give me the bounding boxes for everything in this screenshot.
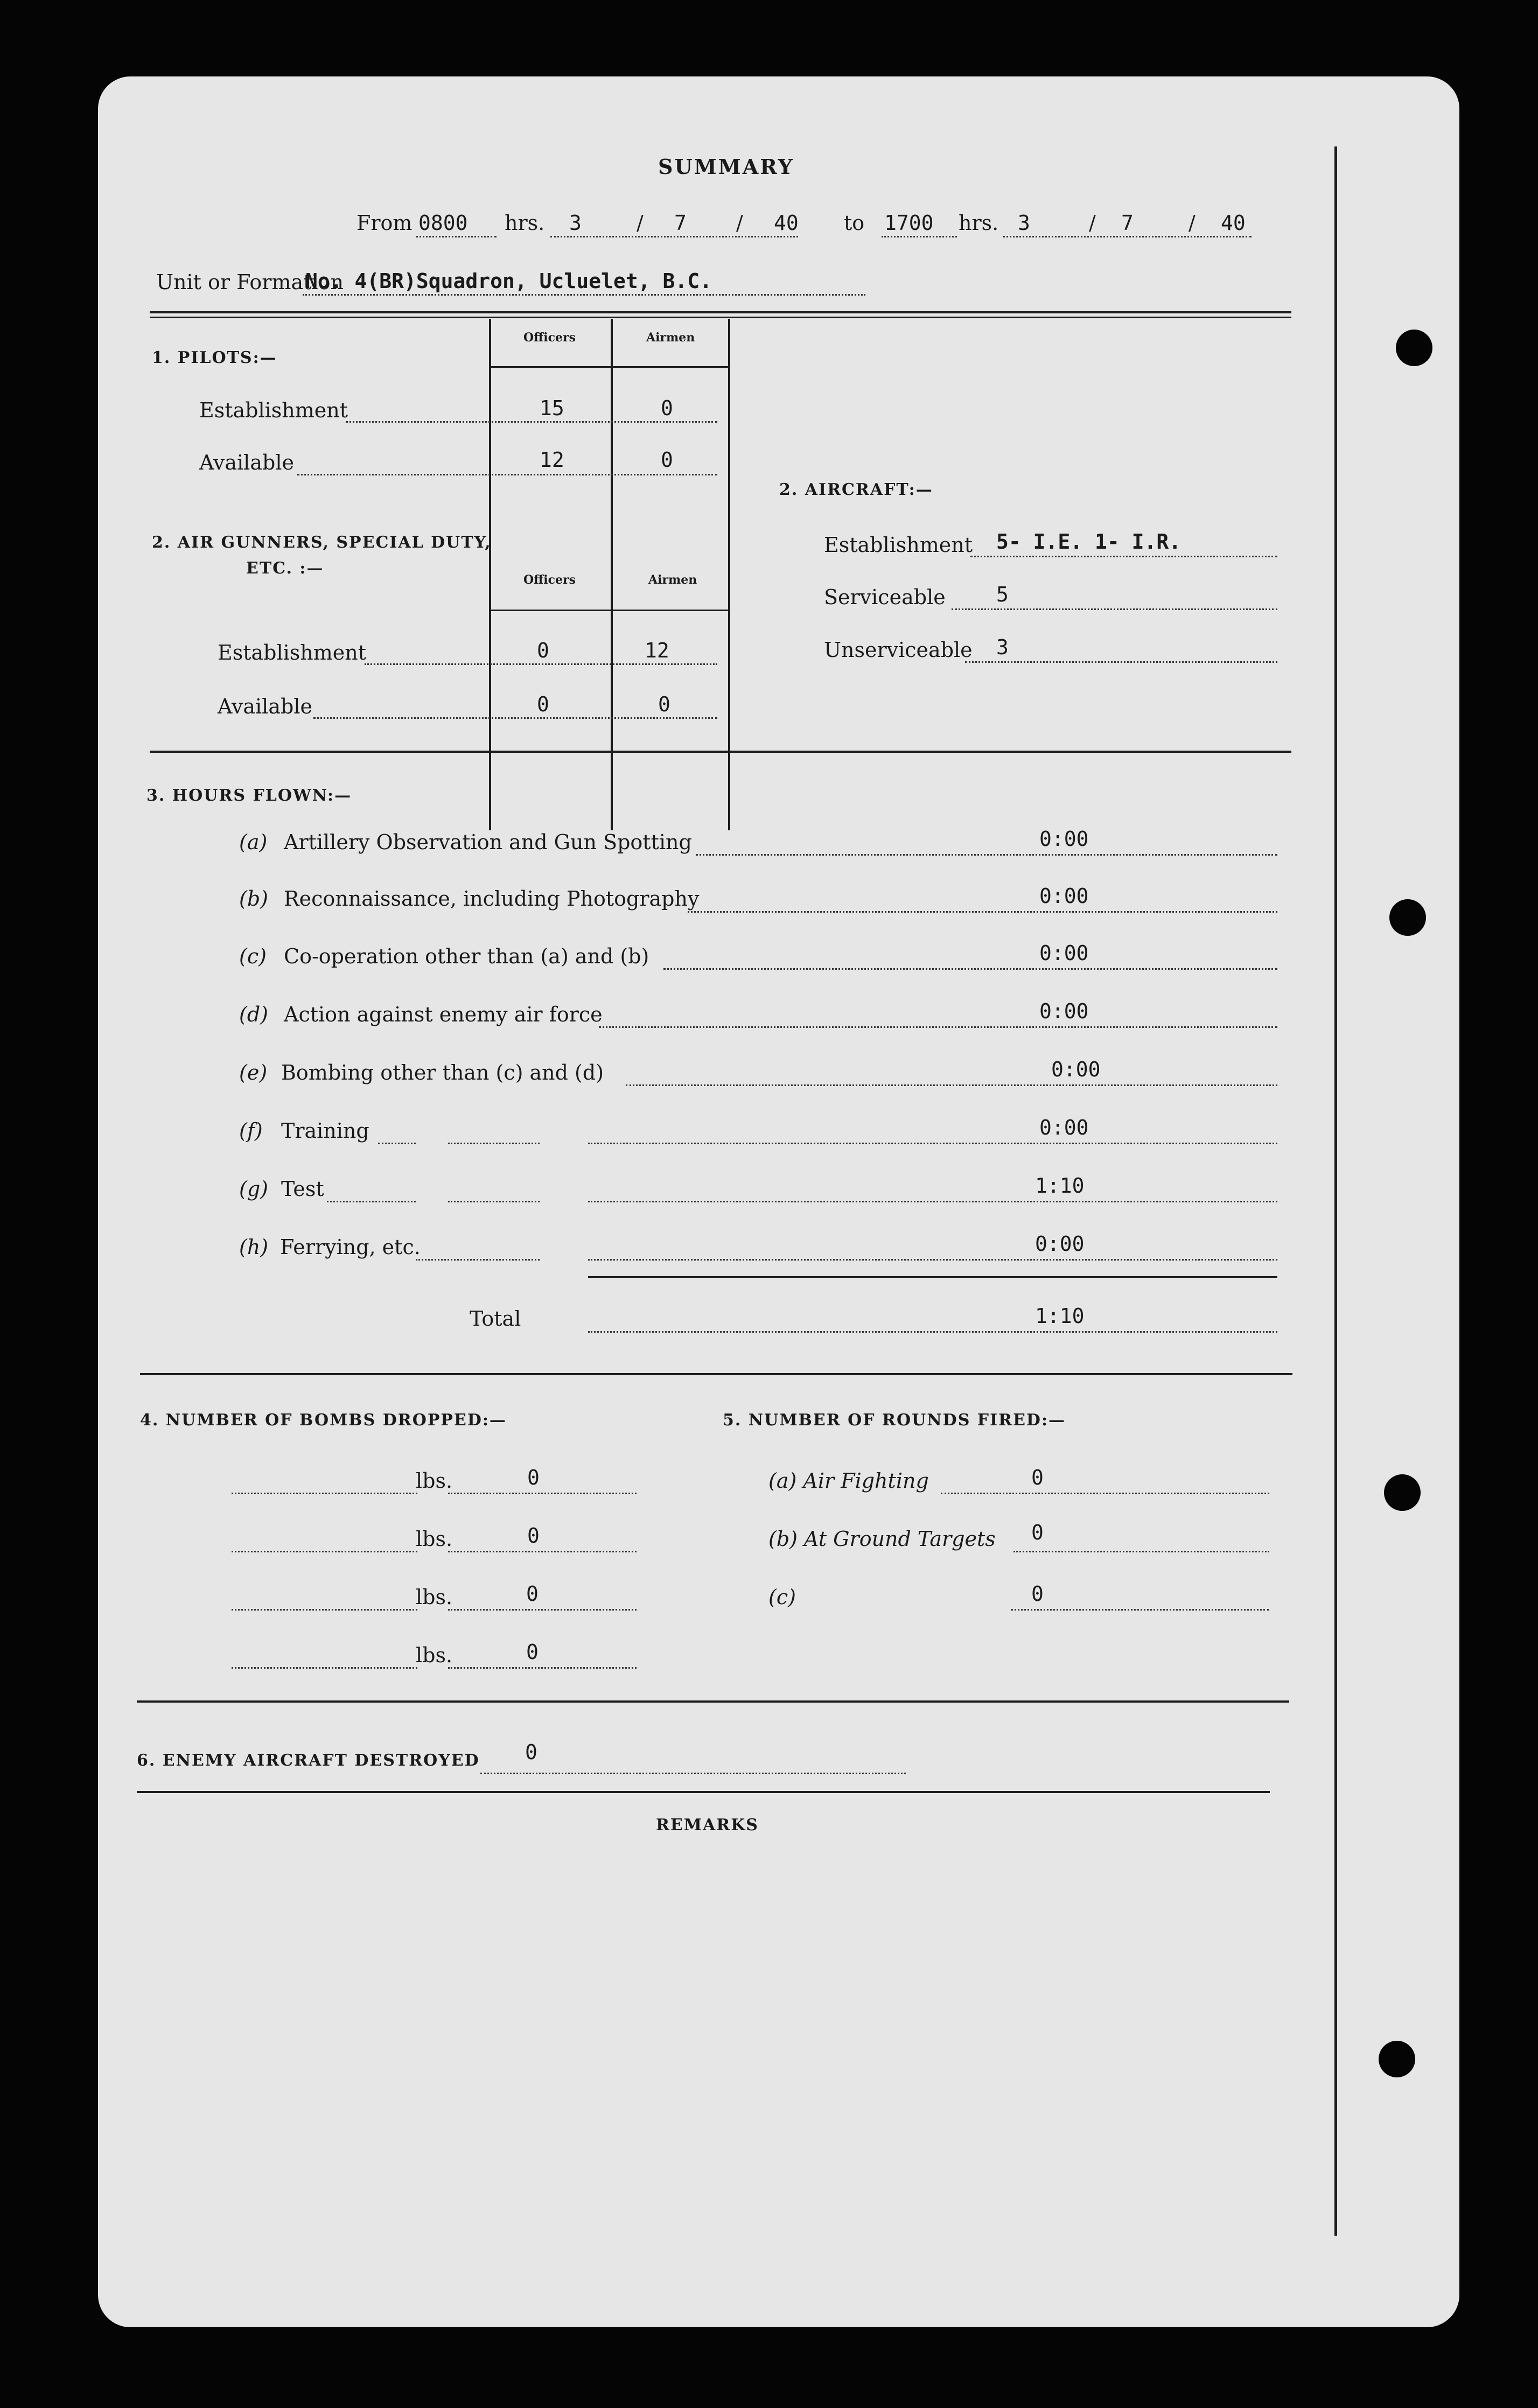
hours-e-letter: (e) — [239, 1061, 268, 1084]
to-month: 7 — [1121, 211, 1134, 235]
rounds-heading: 5. NUMBER OF ROUNDS FIRED:— — [723, 1411, 1066, 1430]
bombs-row-1-unit: lbs. — [416, 1469, 453, 1493]
to-label: to — [844, 211, 865, 235]
hours-e-label: Bombing other than (c) and (d) — [281, 1061, 604, 1084]
aircraft-establishment-line — [970, 556, 1277, 557]
to-time-line — [882, 236, 957, 237]
bombs-row-4-value: 0 — [526, 1640, 539, 1664]
hours-a-letter: (a) — [239, 830, 268, 854]
rounds-b-line — [1013, 1551, 1269, 1552]
rounds-c-value: 0 — [1031, 1582, 1044, 1606]
hours-total-value: 1:10 — [1035, 1304, 1085, 1328]
hours-heading: 3. HOURS FLOWN:— — [146, 786, 352, 805]
rounds-b-value: 0 — [1031, 1521, 1044, 1544]
hours-e-value: 0:00 — [1051, 1058, 1101, 1081]
bombs-row-4-unit: lbs. — [416, 1643, 453, 1667]
bombs-row-2-value: 0 — [527, 1524, 540, 1548]
aircraft-serviceable-label: Serviceable — [824, 585, 946, 609]
hours-h-label: Ferrying, etc. — [280, 1235, 421, 1259]
hours-b-value: 0:00 — [1039, 884, 1089, 908]
hours-a-value: 0:00 — [1039, 827, 1089, 851]
gunners-establishment-line — [365, 663, 717, 665]
enemy-value: 0 — [525, 1740, 537, 1764]
pilots-available-airmen: 0 — [661, 448, 673, 472]
bombs-row-3-line — [232, 1609, 417, 1611]
unit-value: No. 4(BR)Squadron, Ucluelet, B.C. — [305, 269, 712, 293]
gunners-heading-continued: ETC. :— — [246, 559, 324, 578]
hours-a-line — [696, 854, 1277, 856]
aircraft-unserviceable-line — [965, 661, 1277, 663]
bombs-row-2-unit: lbs. — [416, 1527, 453, 1551]
hours-f-label: Training — [281, 1119, 369, 1143]
enemy-label: 6. ENEMY AIRCRAFT DESTROYED — [137, 1751, 480, 1770]
aircraft-serviceable-value: 5 — [996, 583, 1009, 606]
date-slash: / — [1189, 211, 1196, 235]
hours-a-label: Artillery Observation and Gun Spotting — [284, 830, 692, 854]
from-date-line — [550, 236, 798, 237]
pilots-airmen-header: Airmen — [646, 331, 695, 345]
hours-h-letter: (h) — [239, 1235, 269, 1259]
bombs-row-1-value: 0 — [527, 1466, 540, 1489]
rounds-c-label: (c) — [768, 1585, 796, 1609]
hours-e-line — [626, 1084, 1277, 1086]
pilots-establishment-line — [346, 421, 717, 423]
bombs-row-4-line — [232, 1667, 417, 1669]
rounds-a-label: (a) Air Fighting — [768, 1469, 929, 1493]
section-rule — [150, 311, 1291, 313]
gunners-establishment-officers: 0 — [537, 639, 549, 662]
aircraft-establishment-value: 5- I.E. 1- I.R. — [996, 530, 1182, 554]
aircraft-unserviceable-label: Unserviceable — [824, 638, 973, 662]
date-slash: / — [1089, 211, 1096, 235]
hours-b-letter: (b) — [239, 887, 268, 911]
bombs-row-2-value-line — [448, 1551, 637, 1552]
gunners-establishment-label: Establishment — [218, 641, 367, 664]
hours-b-line — [688, 911, 1277, 913]
hours-g-label: Test — [281, 1177, 324, 1201]
hours-d-line — [599, 1026, 1277, 1028]
pilots-establishment-label: Establishment — [199, 398, 348, 422]
binder-hole — [1384, 1474, 1421, 1511]
bombs-row-4-value-line — [448, 1667, 637, 1669]
from-year: 40 — [774, 211, 799, 235]
gunners-available-airmen: 0 — [658, 692, 670, 716]
from-hrs-label: hrs. — [505, 211, 545, 235]
to-day: 3 — [1018, 211, 1030, 235]
enemy-line — [480, 1773, 906, 1774]
table-column-rule — [728, 319, 730, 830]
gunners-heading: 2. AIR GUNNERS, SPECIAL DUTY, — [152, 533, 492, 552]
unit-label: Unit or Formation — [156, 270, 344, 294]
bombs-heading: 4. NUMBER OF BOMBS DROPPED:— — [140, 1411, 507, 1430]
from-day: 3 — [569, 211, 582, 235]
date-slash: / — [736, 211, 743, 235]
hours-c-letter: (c) — [239, 944, 267, 968]
bombs-row-1-line — [232, 1493, 417, 1494]
aircraft-establishment-label: Establishment — [824, 533, 973, 557]
right-margin-rule — [1334, 146, 1337, 2236]
to-date-line — [1003, 236, 1252, 237]
rounds-c-line — [1011, 1609, 1269, 1611]
hours-c-line — [663, 968, 1277, 970]
aircraft-heading: 2. AIRCRAFT:— — [779, 480, 933, 499]
section-rule — [137, 1700, 1289, 1703]
bombs-row-1-value-line — [448, 1493, 637, 1494]
hours-g-line — [327, 1201, 416, 1202]
rounds-a-value: 0 — [1031, 1466, 1044, 1489]
pilots-available-line — [297, 474, 717, 475]
remarks-heading: REMARKS — [656, 1816, 759, 1835]
gunners-establishment-airmen: 12 — [645, 639, 669, 662]
bombs-row-3-value: 0 — [526, 1582, 539, 1606]
total-rule — [588, 1276, 1277, 1278]
hours-f-line — [588, 1143, 1277, 1144]
date-slash: / — [637, 211, 644, 235]
to-time: 1700 — [884, 211, 934, 235]
hours-c-value: 0:00 — [1039, 941, 1089, 965]
hours-g-line — [448, 1201, 540, 1202]
from-month: 7 — [674, 211, 687, 235]
pilots-officers-header: Officers — [523, 331, 576, 345]
hours-b-label: Reconnaissance, including Photography — [284, 887, 700, 911]
hours-g-line — [588, 1201, 1277, 1202]
pilots-establishment-airmen: 0 — [661, 396, 673, 420]
rounds-b-label: (b) At Ground Targets — [768, 1527, 996, 1551]
table-column-rule — [489, 319, 491, 830]
table-column-rule — [611, 319, 613, 830]
from-time-line — [416, 236, 497, 237]
hours-h-value: 0:00 — [1035, 1232, 1085, 1256]
bombs-row-2-line — [232, 1551, 417, 1552]
hours-h-line — [588, 1259, 1277, 1261]
from-time: 0800 — [418, 211, 468, 235]
hours-d-letter: (d) — [239, 1003, 268, 1026]
bombs-row-3-value-line — [448, 1609, 637, 1611]
hours-g-value: 1:10 — [1035, 1174, 1085, 1198]
section-rule — [140, 1373, 1292, 1375]
hours-f-value: 0:00 — [1039, 1116, 1089, 1139]
pilots-establishment-officers: 15 — [540, 396, 564, 420]
gunners-available-label: Available — [218, 695, 312, 718]
form-title: SUMMARY — [658, 155, 794, 179]
pilots-available-label: Available — [199, 451, 294, 474]
section-rule — [150, 751, 1291, 753]
hours-f-letter: (f) — [239, 1119, 263, 1143]
hours-f-line — [448, 1143, 540, 1144]
rounds-a-line — [941, 1493, 1269, 1494]
table-header-rule — [489, 366, 730, 368]
gunners-available-line — [313, 717, 717, 719]
gunners-officers-header: Officers — [523, 573, 576, 587]
table-header-rule — [489, 610, 730, 611]
gunners-available-officers: 0 — [537, 692, 549, 716]
section-rule — [137, 1791, 1270, 1793]
hours-d-label: Action against enemy air force — [284, 1003, 603, 1026]
aircraft-serviceable-line — [952, 608, 1277, 610]
hours-d-value: 0:00 — [1039, 999, 1089, 1023]
binder-hole — [1389, 899, 1426, 936]
form-sheet — [98, 76, 1459, 2327]
hours-f-line — [378, 1143, 416, 1144]
binder-hole — [1396, 330, 1432, 366]
gunners-airmen-header: Airmen — [648, 573, 697, 587]
section-rule — [150, 317, 1291, 318]
unit-line — [303, 294, 865, 296]
to-hrs-label: hrs. — [959, 211, 999, 235]
aircraft-unserviceable-value: 3 — [996, 635, 1009, 659]
hours-h-line — [416, 1259, 540, 1261]
hours-g-letter: (g) — [239, 1177, 268, 1201]
hours-c-label: Co-operation other than (a) and (b) — [284, 944, 649, 968]
pilots-heading: 1. PILOTS:— — [152, 348, 277, 367]
bombs-row-3-unit: lbs. — [416, 1585, 453, 1609]
from-label: From — [356, 211, 413, 235]
pilots-available-officers: 12 — [540, 448, 564, 472]
hours-total-label: Total — [470, 1307, 521, 1331]
to-year: 40 — [1221, 211, 1246, 235]
binder-hole — [1379, 2041, 1415, 2077]
hours-total-line — [588, 1331, 1277, 1333]
